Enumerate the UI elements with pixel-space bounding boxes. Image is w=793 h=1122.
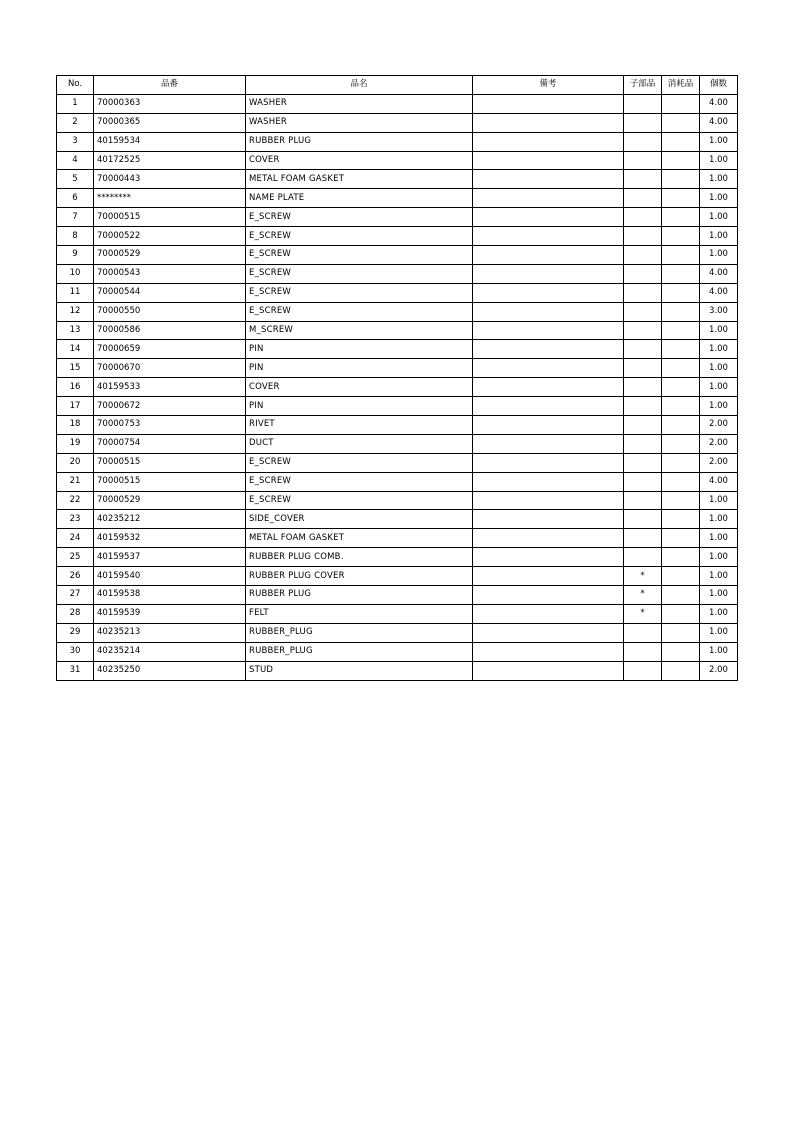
part-name: STUD xyxy=(246,661,473,680)
sub-part-mark xyxy=(624,246,662,265)
sub-part-mark xyxy=(624,227,662,246)
table-body xyxy=(57,94,738,680)
part-number: ******** xyxy=(94,189,246,208)
part-name: COVER xyxy=(246,151,473,170)
part-name: RIVET xyxy=(246,416,473,435)
consumable-mark xyxy=(662,170,700,189)
quantity: 4.00 xyxy=(700,472,738,491)
consumable-mark xyxy=(662,434,700,453)
part-number: 70000363 xyxy=(94,94,246,113)
consumable-mark xyxy=(662,491,700,510)
remarks xyxy=(473,510,624,529)
part-name: E_SCREW xyxy=(246,472,473,491)
remarks xyxy=(473,416,624,435)
quantity: 4.00 xyxy=(700,283,738,302)
table-row xyxy=(57,283,738,302)
part-number: 70000515 xyxy=(94,472,246,491)
row-no: 8 xyxy=(57,227,94,246)
part-number: 70000754 xyxy=(94,434,246,453)
remarks xyxy=(473,604,624,623)
part-number: 70000550 xyxy=(94,302,246,321)
table-row xyxy=(57,604,738,623)
sub-part-mark xyxy=(624,264,662,283)
table-row xyxy=(57,472,738,491)
part-number: 70000515 xyxy=(94,453,246,472)
part-name: METAL FOAM GASKET xyxy=(246,529,473,548)
row-no: 21 xyxy=(57,472,94,491)
table-row xyxy=(57,94,738,113)
remarks xyxy=(473,208,624,227)
row-no: 11 xyxy=(57,283,94,302)
consumable-mark xyxy=(662,548,700,567)
consumable-mark xyxy=(662,378,700,397)
part-number: 70000672 xyxy=(94,397,246,416)
part-name: E_SCREW xyxy=(246,264,473,283)
table-row xyxy=(57,453,738,472)
part-name: DUCT xyxy=(246,434,473,453)
part-number: 70000529 xyxy=(94,491,246,510)
row-no: 12 xyxy=(57,302,94,321)
remarks xyxy=(473,661,624,680)
remarks xyxy=(473,642,624,661)
part-name: PIN xyxy=(246,359,473,378)
remarks xyxy=(473,472,624,491)
consumable-mark xyxy=(662,321,700,340)
row-no: 15 xyxy=(57,359,94,378)
part-name: RUBBER_PLUG xyxy=(246,642,473,661)
remarks xyxy=(473,378,624,397)
part-number: 40159532 xyxy=(94,529,246,548)
remarks xyxy=(473,340,624,359)
quantity: 2.00 xyxy=(700,661,738,680)
consumable-mark xyxy=(662,113,700,132)
sub-part-mark xyxy=(624,510,662,529)
quantity: 4.00 xyxy=(700,113,738,132)
table-row xyxy=(57,586,738,605)
row-no: 29 xyxy=(57,623,94,642)
quantity: 1.00 xyxy=(700,340,738,359)
remarks xyxy=(473,170,624,189)
table-row xyxy=(57,378,738,397)
part-number: 70000522 xyxy=(94,227,246,246)
part-number: 40159537 xyxy=(94,548,246,567)
row-no: 4 xyxy=(57,151,94,170)
table-row xyxy=(57,321,738,340)
sub-part-mark xyxy=(624,113,662,132)
remarks xyxy=(473,113,624,132)
row-no: 1 xyxy=(57,94,94,113)
row-no: 2 xyxy=(57,113,94,132)
part-name: WASHER xyxy=(246,94,473,113)
quantity: 4.00 xyxy=(700,94,738,113)
table-row xyxy=(57,416,738,435)
table-row xyxy=(57,132,738,151)
part-number: 40172525 xyxy=(94,151,246,170)
remarks xyxy=(473,529,624,548)
sub-part-mark xyxy=(624,642,662,661)
quantity: 1.00 xyxy=(700,227,738,246)
consumable-mark xyxy=(662,246,700,265)
part-name: E_SCREW xyxy=(246,453,473,472)
part-name: PIN xyxy=(246,397,473,416)
quantity: 1.00 xyxy=(700,132,738,151)
sub-part-mark xyxy=(624,548,662,567)
header-sub-part: 子部品 xyxy=(624,76,662,95)
part-number: 40235213 xyxy=(94,623,246,642)
row-no: 9 xyxy=(57,246,94,265)
remarks xyxy=(473,189,624,208)
row-no: 13 xyxy=(57,321,94,340)
part-number: 70000529 xyxy=(94,246,246,265)
row-no: 28 xyxy=(57,604,94,623)
consumable-mark xyxy=(662,132,700,151)
quantity: 1.00 xyxy=(700,378,738,397)
consumable-mark xyxy=(662,623,700,642)
remarks xyxy=(473,246,624,265)
sub-part-mark: * xyxy=(624,604,662,623)
row-no: 23 xyxy=(57,510,94,529)
part-name: RUBBER PLUG xyxy=(246,586,473,605)
sub-part-mark xyxy=(624,453,662,472)
sub-part-mark: * xyxy=(624,567,662,586)
part-name: E_SCREW xyxy=(246,302,473,321)
quantity: 1.00 xyxy=(700,548,738,567)
part-name: SIDE_COVER xyxy=(246,510,473,529)
table-row xyxy=(57,661,738,680)
part-name: E_SCREW xyxy=(246,246,473,265)
sub-part-mark xyxy=(624,434,662,453)
consumable-mark xyxy=(662,302,700,321)
part-number: 70000443 xyxy=(94,170,246,189)
row-no: 14 xyxy=(57,340,94,359)
consumable-mark xyxy=(662,227,700,246)
consumable-mark xyxy=(662,359,700,378)
remarks xyxy=(473,302,624,321)
part-name: RUBBER_PLUG xyxy=(246,623,473,642)
row-no: 27 xyxy=(57,586,94,605)
sub-part-mark xyxy=(624,416,662,435)
sub-part-mark xyxy=(624,321,662,340)
remarks xyxy=(473,359,624,378)
part-number: 70000586 xyxy=(94,321,246,340)
consumable-mark xyxy=(662,416,700,435)
table-row xyxy=(57,208,738,227)
row-no: 22 xyxy=(57,491,94,510)
quantity: 1.00 xyxy=(700,529,738,548)
part-number: 40235250 xyxy=(94,661,246,680)
table-row xyxy=(57,548,738,567)
quantity: 1.00 xyxy=(700,510,738,529)
quantity: 4.00 xyxy=(700,264,738,283)
quantity: 1.00 xyxy=(700,321,738,340)
part-number: 40159538 xyxy=(94,586,246,605)
header-no: No. xyxy=(57,76,94,95)
quantity: 1.00 xyxy=(700,642,738,661)
part-name: RUBBER PLUG COVER xyxy=(246,567,473,586)
sub-part-mark xyxy=(624,623,662,642)
row-no: 31 xyxy=(57,661,94,680)
quantity: 1.00 xyxy=(700,151,738,170)
quantity: 1.00 xyxy=(700,359,738,378)
remarks xyxy=(473,434,624,453)
row-no: 16 xyxy=(57,378,94,397)
consumable-mark xyxy=(662,661,700,680)
consumable-mark xyxy=(662,151,700,170)
remarks xyxy=(473,491,624,510)
sub-part-mark xyxy=(624,378,662,397)
table-row xyxy=(57,623,738,642)
consumable-mark xyxy=(662,340,700,359)
header-quantity: 個数 xyxy=(700,76,738,95)
quantity: 1.00 xyxy=(700,189,738,208)
header-part-number: 品番 xyxy=(94,76,246,95)
sub-part-mark: * xyxy=(624,586,662,605)
sub-part-mark xyxy=(624,151,662,170)
part-number: 70000515 xyxy=(94,208,246,227)
sub-part-mark xyxy=(624,189,662,208)
row-no: 19 xyxy=(57,434,94,453)
row-no: 17 xyxy=(57,397,94,416)
remarks xyxy=(473,453,624,472)
consumable-mark xyxy=(662,397,700,416)
part-name: PIN xyxy=(246,340,473,359)
sub-part-mark xyxy=(624,359,662,378)
part-name: E_SCREW xyxy=(246,227,473,246)
table-row xyxy=(57,227,738,246)
sub-part-mark xyxy=(624,94,662,113)
part-number: 70000670 xyxy=(94,359,246,378)
remarks xyxy=(473,586,624,605)
sub-part-mark xyxy=(624,472,662,491)
part-name: E_SCREW xyxy=(246,283,473,302)
quantity: 3.00 xyxy=(700,302,738,321)
parts-list-table xyxy=(56,75,738,681)
sub-part-mark xyxy=(624,529,662,548)
table-row xyxy=(57,264,738,283)
header-remarks: 備考 xyxy=(473,76,624,95)
header-consumable: 消耗品 xyxy=(662,76,700,95)
table-row xyxy=(57,359,738,378)
part-number: 70000659 xyxy=(94,340,246,359)
row-no: 26 xyxy=(57,567,94,586)
sub-part-mark xyxy=(624,132,662,151)
table-row xyxy=(57,340,738,359)
quantity: 1.00 xyxy=(700,397,738,416)
consumable-mark xyxy=(662,642,700,661)
sub-part-mark xyxy=(624,302,662,321)
remarks xyxy=(473,283,624,302)
consumable-mark xyxy=(662,453,700,472)
remarks xyxy=(473,264,624,283)
quantity: 1.00 xyxy=(700,623,738,642)
consumable-mark xyxy=(662,472,700,491)
remarks xyxy=(473,397,624,416)
row-no: 7 xyxy=(57,208,94,227)
sub-part-mark xyxy=(624,170,662,189)
quantity: 1.00 xyxy=(700,208,738,227)
consumable-mark xyxy=(662,264,700,283)
table-row xyxy=(57,397,738,416)
remarks xyxy=(473,132,624,151)
consumable-mark xyxy=(662,94,700,113)
table-row xyxy=(57,567,738,586)
table-row xyxy=(57,642,738,661)
consumable-mark xyxy=(662,567,700,586)
row-no: 20 xyxy=(57,453,94,472)
row-no: 10 xyxy=(57,264,94,283)
consumable-mark xyxy=(662,283,700,302)
quantity: 1.00 xyxy=(700,604,738,623)
header-part-name: 品名 xyxy=(246,76,473,95)
table-row xyxy=(57,510,738,529)
table-row xyxy=(57,246,738,265)
consumable-mark xyxy=(662,604,700,623)
row-no: 3 xyxy=(57,132,94,151)
sub-part-mark xyxy=(624,491,662,510)
table-row xyxy=(57,529,738,548)
quantity: 2.00 xyxy=(700,434,738,453)
part-number: 70000544 xyxy=(94,283,246,302)
consumable-mark xyxy=(662,586,700,605)
quantity: 2.00 xyxy=(700,416,738,435)
quantity: 1.00 xyxy=(700,170,738,189)
part-name: WASHER xyxy=(246,113,473,132)
part-number: 40159540 xyxy=(94,567,246,586)
part-number: 40235212 xyxy=(94,510,246,529)
remarks xyxy=(473,567,624,586)
consumable-mark xyxy=(662,510,700,529)
sub-part-mark xyxy=(624,397,662,416)
part-number: 70000365 xyxy=(94,113,246,132)
table-row xyxy=(57,170,738,189)
table-row xyxy=(57,434,738,453)
part-number: 70000753 xyxy=(94,416,246,435)
part-name: E_SCREW xyxy=(246,208,473,227)
table-row xyxy=(57,113,738,132)
part-number: 70000543 xyxy=(94,264,246,283)
part-name: METAL FOAM GASKET xyxy=(246,170,473,189)
quantity: 1.00 xyxy=(700,246,738,265)
row-no: 6 xyxy=(57,189,94,208)
sub-part-mark xyxy=(624,283,662,302)
quantity: 1.00 xyxy=(700,491,738,510)
sub-part-mark xyxy=(624,661,662,680)
remarks xyxy=(473,94,624,113)
table-row xyxy=(57,302,738,321)
remarks xyxy=(473,321,624,340)
part-name: RUBBER PLUG xyxy=(246,132,473,151)
part-number: 40159539 xyxy=(94,604,246,623)
consumable-mark xyxy=(662,529,700,548)
part-number: 40235214 xyxy=(94,642,246,661)
row-no: 24 xyxy=(57,529,94,548)
part-number: 40159533 xyxy=(94,378,246,397)
quantity: 1.00 xyxy=(700,586,738,605)
table-row xyxy=(57,491,738,510)
part-name: E_SCREW xyxy=(246,491,473,510)
remarks xyxy=(473,227,624,246)
table-row xyxy=(57,189,738,208)
part-name: NAME PLATE xyxy=(246,189,473,208)
part-name: M_SCREW xyxy=(246,321,473,340)
row-no: 25 xyxy=(57,548,94,567)
sub-part-mark xyxy=(624,208,662,227)
table-header-row xyxy=(57,76,738,95)
part-name: FELT xyxy=(246,604,473,623)
row-no: 5 xyxy=(57,170,94,189)
remarks xyxy=(473,151,624,170)
consumable-mark xyxy=(662,208,700,227)
consumable-mark xyxy=(662,189,700,208)
remarks xyxy=(473,548,624,567)
sub-part-mark xyxy=(624,340,662,359)
part-name: RUBBER PLUG COMB. xyxy=(246,548,473,567)
part-name: COVER xyxy=(246,378,473,397)
table-row xyxy=(57,151,738,170)
remarks xyxy=(473,623,624,642)
row-no: 18 xyxy=(57,416,94,435)
row-no: 30 xyxy=(57,642,94,661)
part-number: 40159534 xyxy=(94,132,246,151)
quantity: 1.00 xyxy=(700,567,738,586)
quantity: 2.00 xyxy=(700,453,738,472)
